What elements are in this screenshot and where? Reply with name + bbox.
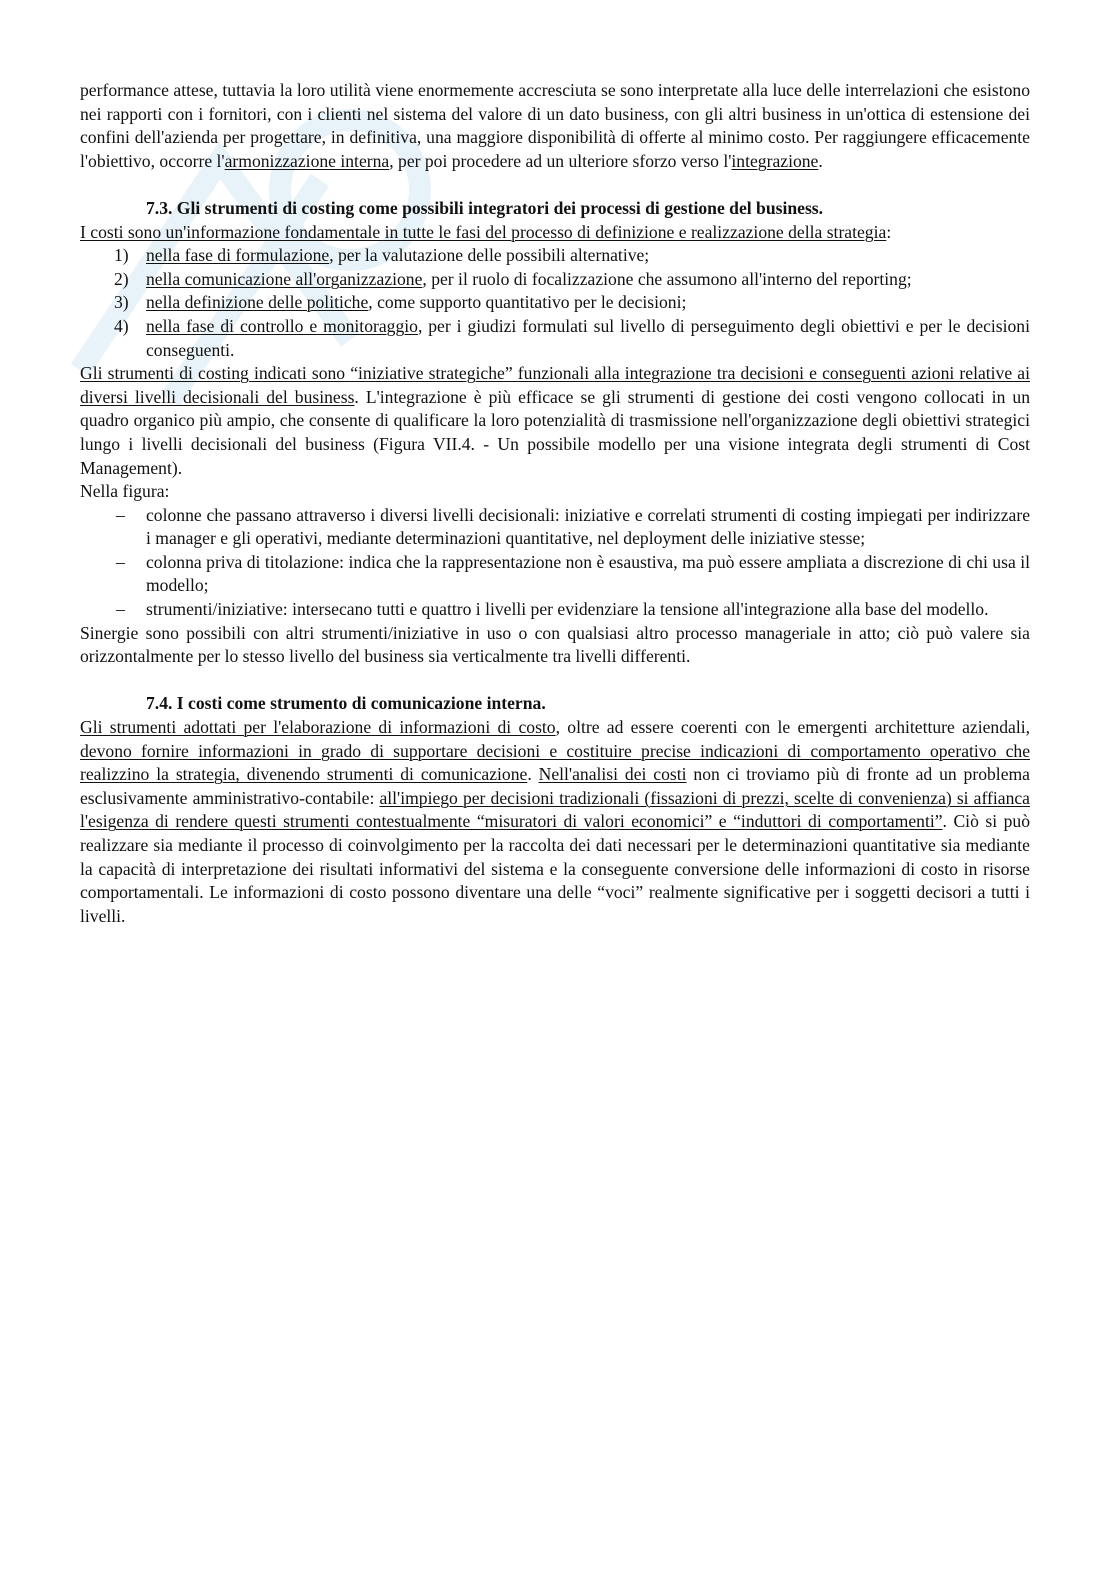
section-7-3-lead: I costi sono un'informazione fondamentale in tutte le fasi del processo di definizione e realizzazione della strategia:	[80, 221, 892, 242]
section-7-4-paragraph: Gli strumenti adottati per l'elaborazione di informazioni di costo, oltre ad essere coerenti con le emergenti architetture aziendali, devono fornire informazioni in grado di supportare decisioni e costituire precise indicazioni di comportamento operativo che realizzino la strategia, divenendo strumenti di comunicazione. Nell'analisi dei costi non ci troviamo più di fronte ad un problema esclusivamente amministrativo-contabile: all'impiego per decisioni tradizionali (fissazioni di prezzi, scelte di convenienza) si affianca l'esigenza di rendere questi strumenti contestualmente “misuratori di valori economici” e “induttori di comportamenti”. Ciò si può realizzare sia mediante il processo di coinvolgimento per la raccolta dei dati necessari per le determinazioni quantitative sia mediante la capacità di interpretazione dei risultati informativi del sistema e la conseguente conversione delle informazioni di costo in risorse comportamentali. Le informazioni di costo possono diventare una delle “voci” realmente significative per i soggetti decisori a tutti i livelli.	[80, 717, 1030, 926]
section-7-4-heading: 7.4. I costi come strumento di comunicazione interna.	[146, 693, 546, 714]
list-item: 1) nella fase di formulazione, per la valutazione delle possibili alternative;	[114, 245, 650, 266]
section-7-3-paragraph: Gli strumenti di costing indicati sono “iniziative strategiche” funzionali alla integrazione tra decisioni e conseguenti azioni relative ai diversi livelli decisionali del business. L'integrazione è più efficace se gli strumenti di gestione dei costi vengono collocati in un quadro organico più ampio, che consente di qualificare la loro potenzialità di trasmissione nell'organizzazione degli obiettivi strategici lungo i livelli decisionali del business (Figura VII.4. - Un possibile modello per una visione integrata degli strumenti di Cost Management).	[80, 363, 1030, 478]
list-item: – colonna priva di titolazione: indica che la rappresentazione non è esaustiva, ma può essere ampliata a discrezione di chi usa il modello;	[116, 551, 1030, 596]
link-armonizzazione: armonizzazione interna	[224, 150, 390, 171]
section-7-3-heading: 7.3. Gli strumenti di costing come possibili integratori dei processi di gestione del business.	[146, 197, 824, 218]
list-item: 4) nella fase di controllo e monitoraggio, per i giudizi formulati sul livello di perseguimento degli obiettivi e per le decisioni conseguenti.	[114, 315, 1030, 360]
document-page	[80, 79, 1030, 928]
intro-paragraph: performance attese, tuttavia la loro utilità viene enormemente accresciuta se sono interpretate alla luce delle interrelazioni che esistono nei rapporti con i fornitori, con i clienti nel sistema del valore di un dato business, con gli altri business in un'ottica di estensione dei confini dell'azienda per progettare, in definitiva, una maggiore disponibilità di offerte al minimo costo. Per raggiungere efficacemente l'obiettivo, occorre l'armonizzazione interna, per poi procedere ad un ulteriore sforzo verso l'integrazione.	[80, 80, 1030, 171]
list-item: 2) nella comunicazione all'organizzazione, per il ruolo di focalizzazione che assumono all'interno del reporting;	[114, 268, 912, 289]
list-item: – strumenti/iniziative: intersecano tutti e quattro i livelli per evidenziare la tensione all'integrazione alla base del modello.	[116, 599, 989, 620]
section-7-3-closing: Sinergie sono possibili con altri strumenti/iniziative in uso o con qualsiasi altro processo manageriale in atto; ciò può valere sia orizzontalmente per lo stesso livello del business sia verticalmente tra livelli differenti.	[80, 622, 1030, 667]
figure-intro: Nella figura:	[80, 481, 170, 502]
list-item: – colonne che passano attraverso i diversi livelli decisionali: iniziative e correlati strumenti di costing impiegati per indirizzare i manager e gli operativi, mediante determinazioni quantitative, nel deployment delle iniziative stesse;	[116, 504, 1030, 549]
link-integrazione: integrazione	[731, 150, 819, 171]
phases-list	[80, 244, 1030, 362]
figure-bullets	[80, 504, 1030, 622]
list-item: 3) nella definizione delle politiche, come supporto quantitativo per le decisioni;	[114, 292, 687, 313]
